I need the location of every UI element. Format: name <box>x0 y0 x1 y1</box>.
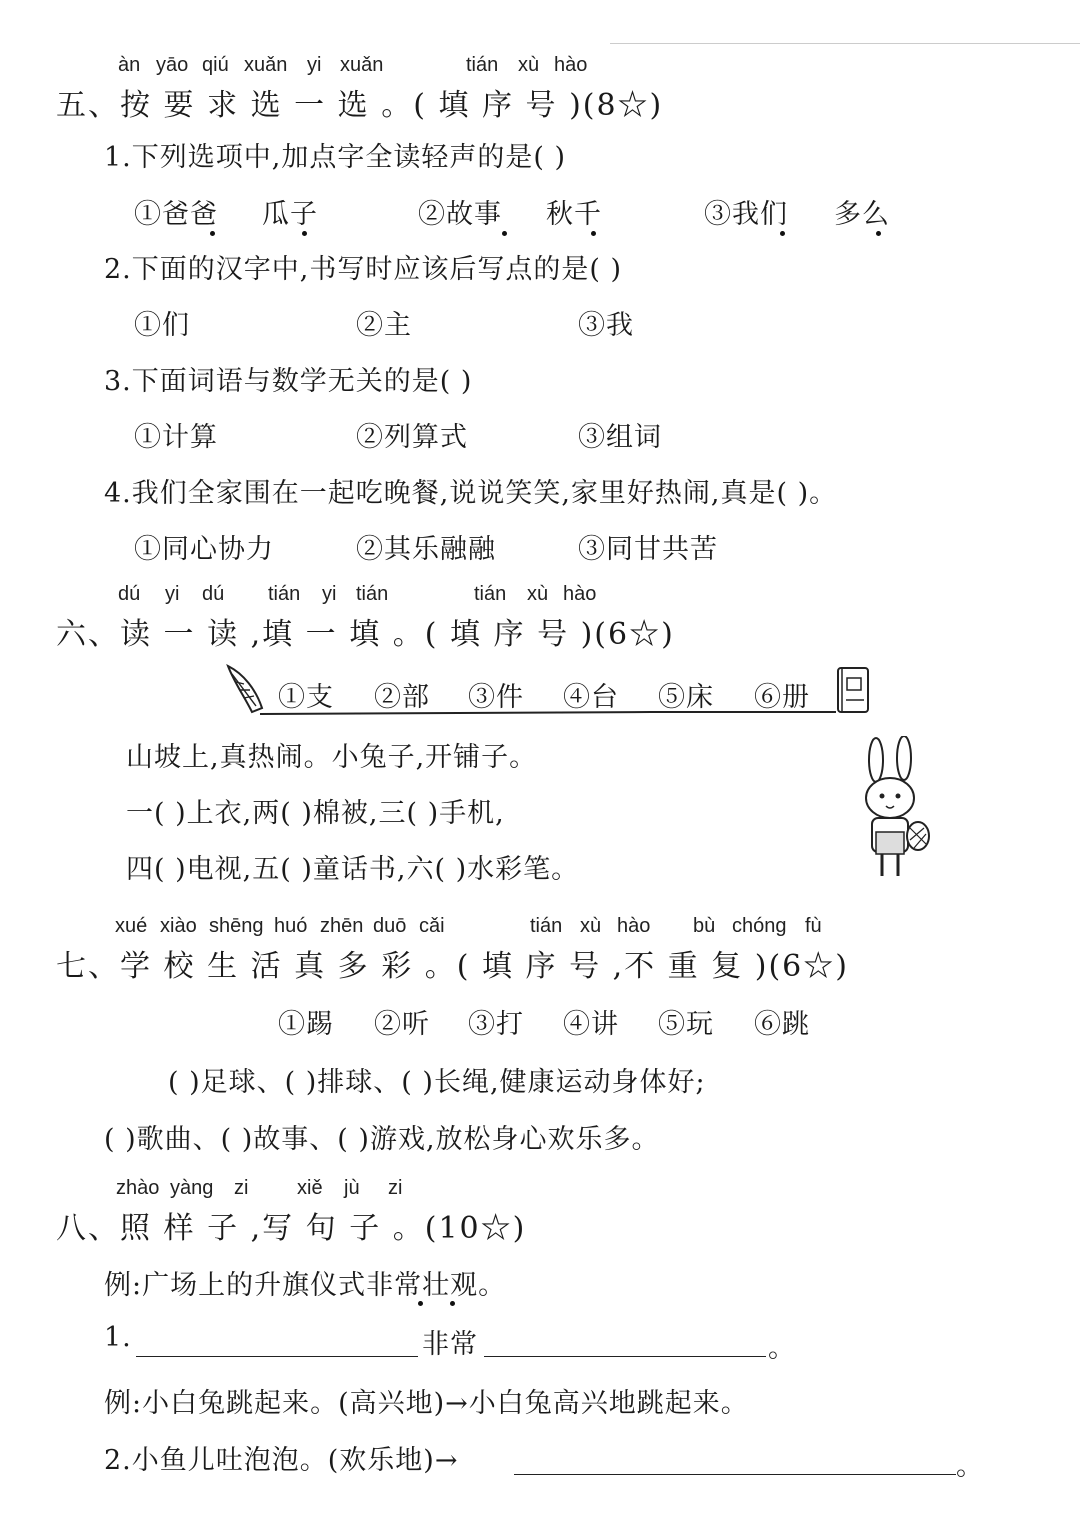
question-1: 1.下列选项中,加点字全读轻声的是( ) <box>104 142 566 173</box>
answer-blank[interactable] <box>484 1356 766 1357</box>
pinyin: cǎi <box>419 915 445 937</box>
option: ①计算 <box>134 422 218 453</box>
top-rule <box>610 43 1080 44</box>
emphasis-dot <box>591 231 596 236</box>
pinyin: xù <box>527 583 549 605</box>
emphasis-dot <box>876 231 881 236</box>
pinyin: tián <box>268 583 301 605</box>
question-2: 2.小鱼儿吐泡泡。(欢乐地)→ <box>104 1445 459 1476</box>
pinyin: fù <box>805 915 822 937</box>
pinyin: xué <box>115 915 148 937</box>
word-option: ③件 <box>468 682 524 713</box>
pinyin: xuǎn <box>340 54 384 76</box>
pinyin: huó <box>274 915 308 937</box>
pinyin: xù <box>580 915 602 937</box>
pinyin: duō <box>373 915 407 937</box>
option: ②故事 <box>418 199 502 230</box>
option: ①们 <box>134 310 190 341</box>
fill-line: ( )足球、( )排球、( )长绳,健康运动身体好; <box>168 1067 706 1098</box>
fill-line: ( )歌曲、( )故事、( )游戏,放松身心欢乐多。 <box>104 1124 660 1155</box>
pinyin: yi <box>307 54 322 76</box>
pinyin: yi <box>322 583 337 605</box>
pinyin: dú <box>118 583 141 605</box>
pinyin: àn <box>118 54 141 76</box>
word-option: ⑥册 <box>754 682 810 713</box>
emphasis-dot <box>502 231 507 236</box>
pinyin: zhēn <box>320 915 364 937</box>
notebook-icon <box>838 668 868 712</box>
option: ③同甘共苦 <box>578 534 718 565</box>
pinyin: hào <box>617 915 651 937</box>
pinyin: xiě <box>297 1177 323 1199</box>
sentence-end: 。 <box>768 1333 796 1364</box>
example-sentence: 例:广场上的升旗仪式非常壮观。 <box>104 1270 507 1301</box>
word-option: ②听 <box>374 1009 430 1040</box>
word-option: ⑤床 <box>658 682 714 713</box>
option: ②主 <box>356 310 412 341</box>
story-line: 山坡上,真热闹。小兔子,开铺子。 <box>126 742 538 773</box>
story-line: 四( )电视,五( )童话书,六( )水彩笔。 <box>126 854 580 885</box>
question-4: 4.我们全家围在一起吃晚餐,说说笑笑,家里好热闹,真是( )。 <box>104 478 838 509</box>
pinyin: tián <box>356 583 389 605</box>
emphasis-dot <box>780 231 785 236</box>
question-2: 2.下面的汉字中,书写时应该后写点的是( ) <box>104 254 622 285</box>
emphasis-dot <box>210 231 215 236</box>
emphasis-dot <box>450 1301 455 1306</box>
word-option: ⑤玩 <box>658 1009 714 1040</box>
pinyin: tián <box>474 583 507 605</box>
pinyin: dú <box>202 583 225 605</box>
bunny-illustration <box>852 736 932 886</box>
option: ③我 <box>578 310 634 341</box>
pinyin: yāo <box>156 54 189 76</box>
pinyin: chóng <box>732 915 787 937</box>
pinyin: jù <box>344 1177 360 1199</box>
option: 秋千 <box>546 199 602 230</box>
pinyin: xù <box>518 54 540 76</box>
pinyin: hào <box>563 583 597 605</box>
pinyin: tián <box>530 915 563 937</box>
pinyin: zi <box>388 1177 403 1199</box>
pinyin: xiào <box>160 915 197 937</box>
option: 瓜子 <box>262 199 318 230</box>
section-heading: 七、学 校 生 活 真 多 彩 。( 填 序 号 ,不 重 复 )(6☆) <box>56 949 849 984</box>
question-3: 3.下面词语与数学无关的是( ) <box>104 366 473 397</box>
example-sentence: 例:小白兔跳起来。(高兴地)→小白兔高兴地跳起来。 <box>104 1388 749 1419</box>
question-number: 1. <box>104 1322 132 1353</box>
answer-blank[interactable] <box>514 1474 956 1475</box>
word-option: ③打 <box>468 1009 524 1040</box>
sentence-text: 非常 <box>422 1329 478 1360</box>
feather-pen-icon <box>228 666 262 712</box>
option: ②列算式 <box>356 422 468 453</box>
word-option: ④台 <box>563 682 619 713</box>
option: ①同心协力 <box>134 534 274 565</box>
option: ③组词 <box>578 422 662 453</box>
option: ③我们 <box>704 199 788 230</box>
word-option: ①支 <box>278 682 334 713</box>
pinyin: yàng <box>170 1177 214 1199</box>
pinyin: bù <box>693 915 716 937</box>
pinyin: hào <box>554 54 588 76</box>
section-heading: 五、按 要 求 选 一 选 。( 填 序 号 )(8☆) <box>56 88 664 123</box>
word-option: ④讲 <box>563 1009 619 1040</box>
emphasis-dot <box>302 231 307 236</box>
pinyin: shēng <box>209 915 264 937</box>
sentence-end: 。 <box>956 1451 984 1482</box>
story-line: 一( )上衣,两( )棉被,三( )手机, <box>126 798 505 829</box>
emphasis-dot <box>418 1301 423 1306</box>
pinyin: qiú <box>202 54 229 76</box>
word-option: ②部 <box>374 682 430 713</box>
pinyin: tián <box>466 54 499 76</box>
pinyin: yi <box>165 583 180 605</box>
word-option: ⑥跳 <box>754 1009 810 1040</box>
word-option: ①踢 <box>278 1009 334 1040</box>
answer-blank[interactable] <box>136 1356 418 1357</box>
pinyin: zi <box>234 1177 249 1199</box>
section-heading: 六、读 一 读 ,填 一 填 。( 填 序 号 )(6☆) <box>56 617 675 652</box>
section-heading: 八、照 样 子 ,写 句 子 。(10☆) <box>56 1211 527 1246</box>
option: ①爸爸 <box>134 199 218 230</box>
pinyin: zhào <box>116 1177 160 1199</box>
option: ②其乐融融 <box>356 534 496 565</box>
option: 多么 <box>834 199 890 230</box>
pinyin: xuǎn <box>244 54 288 76</box>
